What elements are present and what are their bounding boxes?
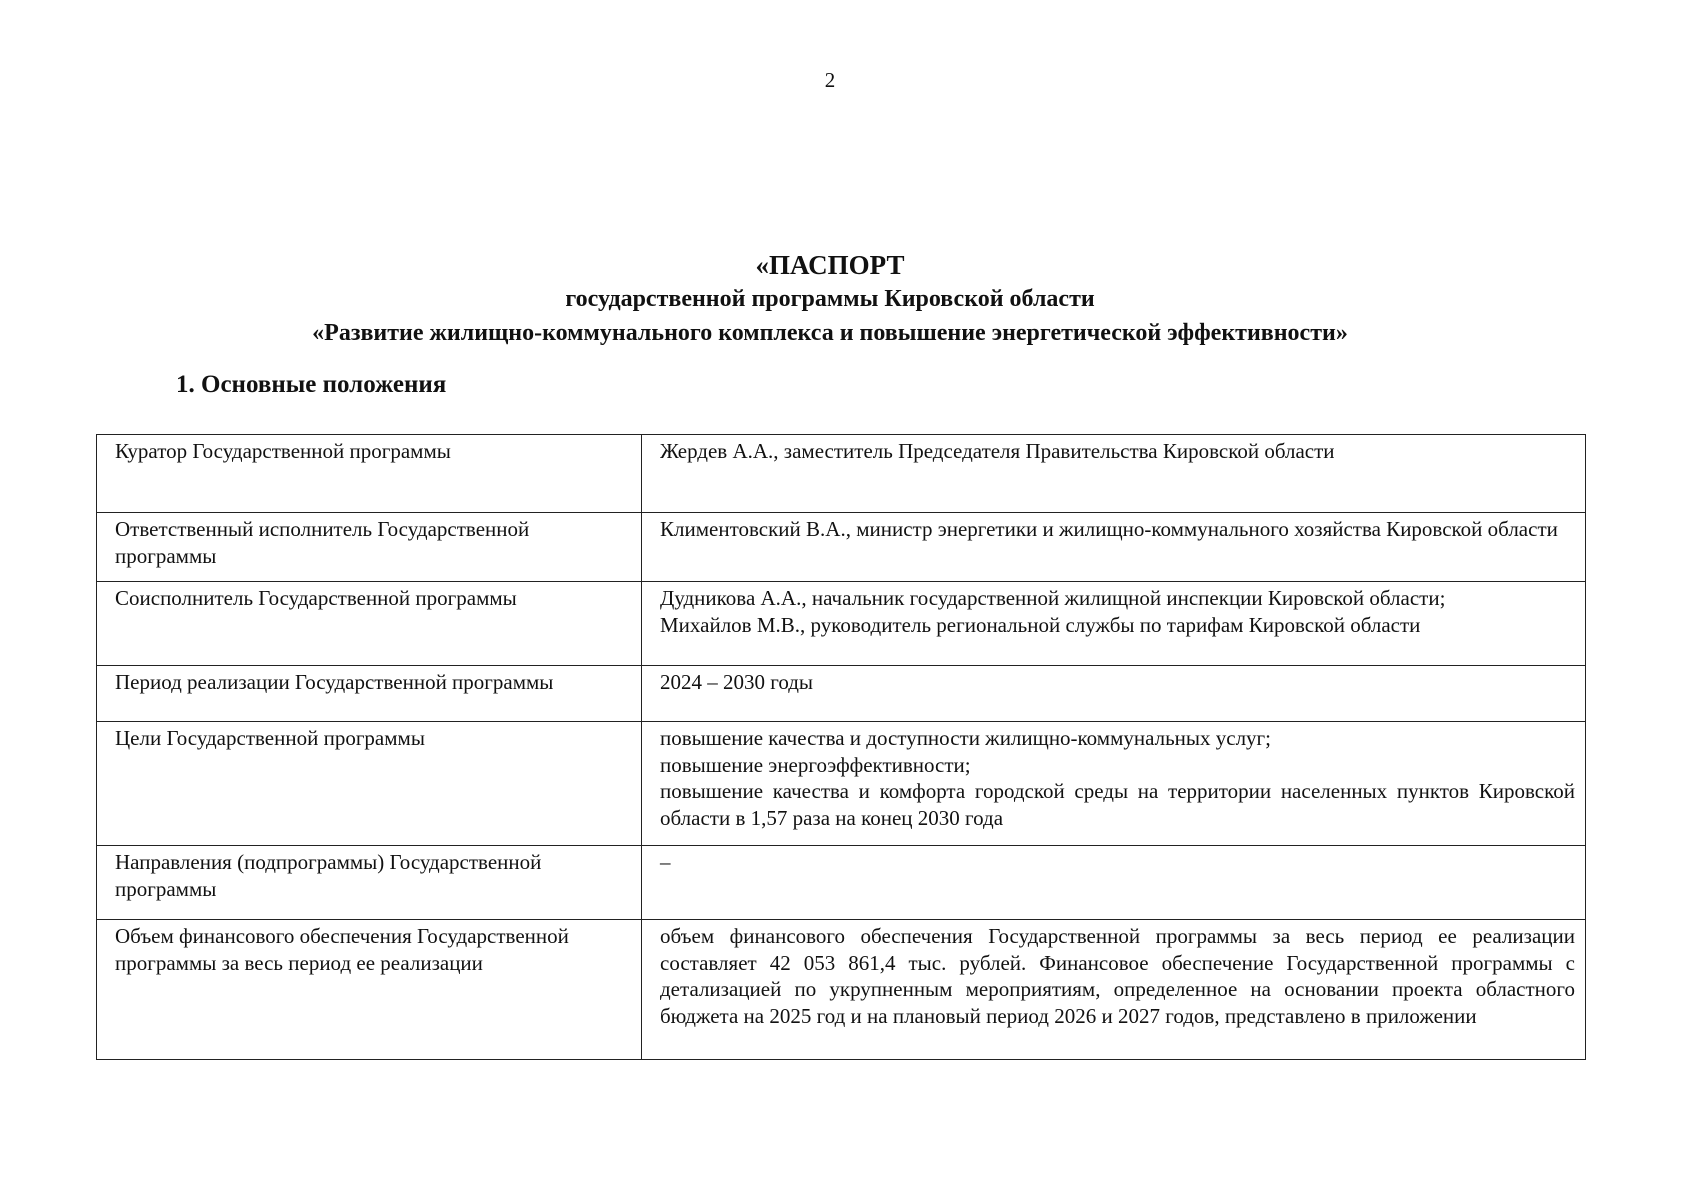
- table-row-coexecutor: [97, 582, 1586, 666]
- value-line: повышение качества и комфорта городской среды на территории населенных пунктов Кировской области в 1,57 раза на конец 2030 года: [660, 779, 1575, 830]
- heading-line-3: «Развитие жилищно-коммунального комплекса и повышение энергетической эффективности»: [312, 320, 1348, 346]
- table-row-goals: [97, 722, 1586, 846]
- row-label: Ответственный исполнитель Государственной программы: [97, 513, 642, 582]
- heading-line-2: государственной программы Кировской области: [565, 286, 1095, 312]
- value-line: –: [660, 850, 671, 874]
- value-line: повышение энергоэффективности;: [660, 752, 971, 777]
- row-label: Период реализации Государственной программы: [97, 666, 642, 722]
- passport-table: [96, 434, 1586, 1060]
- table-row-period: [97, 666, 1586, 722]
- section-title: 1. Основные положения: [176, 371, 447, 398]
- value-line: объем финансового обеспечения Государственной программы за весь период ее реализации составляет 42 053 861,4 тыс. рублей. Финансовое обеспечение Государственной программы с детализацией по укрупненным мероприятиям, определенное на основании проекта областного бюджета на 2025 год и на плановый период 2026 и 2027 годов, представлено в приложении: [660, 924, 1575, 1028]
- row-label: Цели Государственной программы: [97, 722, 642, 846]
- row-value: [642, 513, 1586, 582]
- row-label: Объем финансового обеспечения Государственной программы за весь период ее реализации: [97, 920, 642, 1060]
- value-line: Жердев А.А., заместитель Председателя Правительства Кировской области: [660, 439, 1335, 463]
- row-value: [642, 582, 1586, 666]
- row-value: [642, 722, 1586, 846]
- row-label: Куратор Государственной программы: [97, 435, 642, 513]
- document-heading: [0, 248, 1660, 350]
- value-line: 2024 – 2030 годы: [660, 670, 814, 694]
- table-row-executor: [97, 513, 1586, 582]
- page-number: 2: [824, 68, 836, 92]
- table-row-curator: [97, 435, 1586, 513]
- value-line: Климентовский В.А., министр энергетики и жилищно-коммунального хозяйства Кировской области: [660, 517, 1558, 541]
- row-value: [642, 920, 1586, 1060]
- row-value: [642, 435, 1586, 513]
- row-value: [642, 666, 1586, 722]
- table-row-directions: [97, 846, 1586, 920]
- row-value: [642, 846, 1586, 920]
- row-label: Соисполнитель Государственной программы: [97, 582, 642, 666]
- value-line: Михайлов М.В., руководитель региональной службы по тарифам Кировской области: [660, 612, 1421, 637]
- table-row-funding: [97, 920, 1586, 1060]
- value-line: Дудникова А.А., начальник государственной жилищной инспекции Кировской области;: [660, 586, 1446, 610]
- row-label: Направления (подпрограммы) Государственной программы: [97, 846, 642, 920]
- heading-line-1: «ПАСПОРТ: [755, 250, 905, 280]
- value-line: повышение качества и доступности жилищно-коммунальных услуг;: [660, 726, 1272, 750]
